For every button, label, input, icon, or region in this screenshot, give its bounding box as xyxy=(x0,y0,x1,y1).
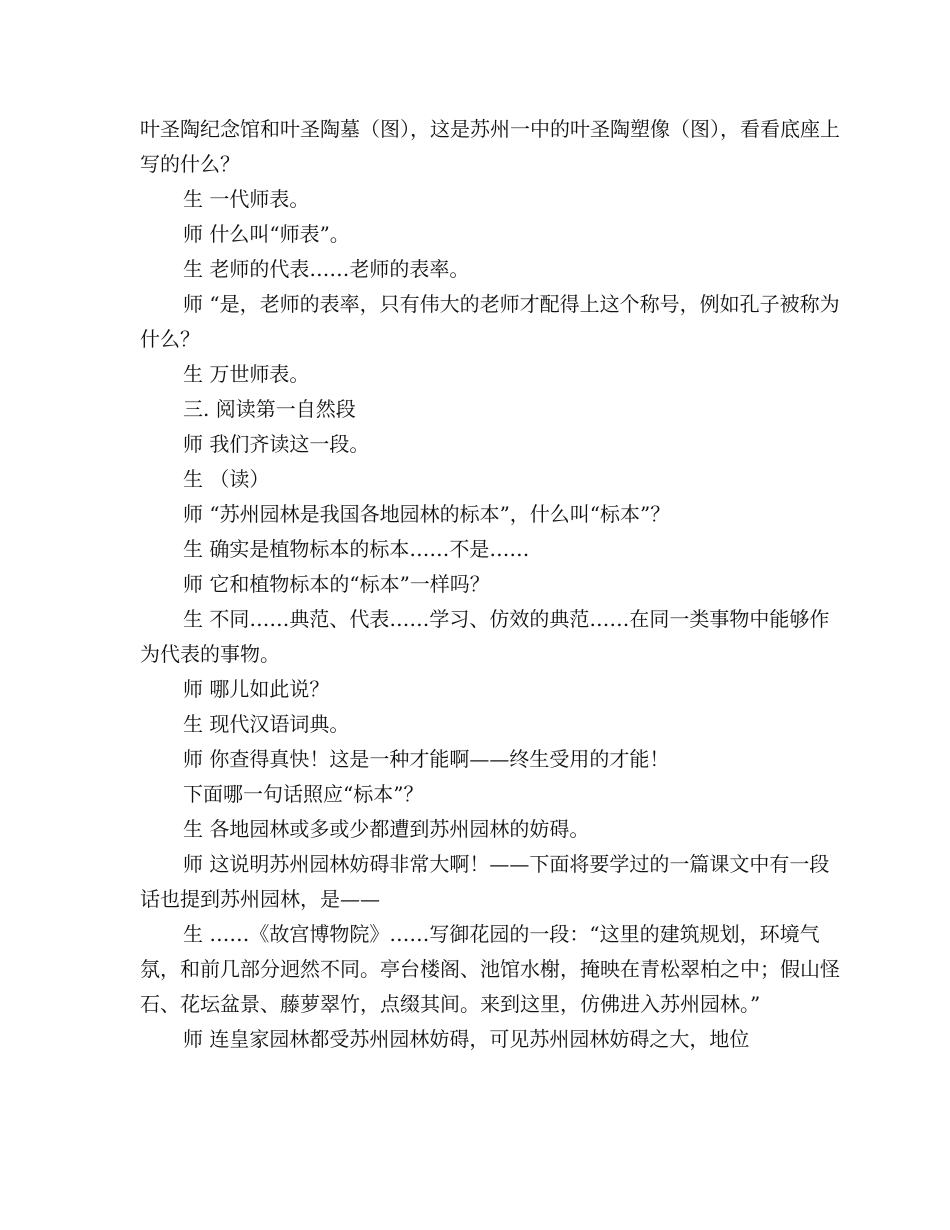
paragraph: 生 （读） xyxy=(183,467,270,491)
paragraph: 生 万世师表。 xyxy=(183,362,310,386)
paragraph: 师 它和植物标本的“标本”一样吗？ xyxy=(183,572,490,596)
paragraph: 生 老师的代表……老师的表率。 xyxy=(183,257,470,281)
paragraph: 生 ……《故宫博物院》……写御花园的一段：“这里的建筑规划，环境气氛，和前几部分迥然不同。亭台楼阁、池馆水榭，掩映在青松翠柏之中；假山怪石、花坛盆景、藤萝翠竹，点缀其间。来到这里，仿佛进入苏州园林。” xyxy=(140,922,840,1016)
paragraph: 师 这说明苏州园林妨碍非常大啊！——下面将要学过的一篇课文中有一段话也提到苏州园林，是—— xyxy=(140,852,830,911)
paragraph: 三. 阅读第一自然段 xyxy=(183,397,356,421)
paragraph: 生 不同……典范、代表……学习、仿效的典范……在同一类事物中能够作为代表的事物。 xyxy=(140,607,830,666)
paragraph: 师 什么叫“师表”。 xyxy=(183,222,350,246)
paragraph: 师 “苏州园林是我国各地园林的标本”，什么叫“标本”？ xyxy=(183,502,671,526)
paragraph: 师 哪儿如此说？ xyxy=(183,677,330,701)
paragraph: 生 各地园林或多或少都遭到苏州园林的妨碍。 xyxy=(183,817,590,841)
paragraph: 师 我们齐读这一段。 xyxy=(183,432,370,456)
paragraph: 下面哪一句话照应“标本”？ xyxy=(183,782,424,806)
paragraph: 师 你查得真快！这是一种才能啊——终生受用的才能！ xyxy=(183,747,670,771)
paragraph: 师 连皇家园林都受苏州园林妨碍，可见苏州园林妨碍之大，地位 xyxy=(183,1027,750,1051)
document-body xyxy=(140,112,840,1057)
paragraph: 生 确实是植物标本的标本……不是…… xyxy=(183,537,530,561)
paragraph: 叶圣陶纪念馆和叶圣陶墓（图），这是苏州一中的叶圣陶塑像（图），看看底座上写的什么？ xyxy=(140,117,840,176)
paragraph: 师 “是，老师的表率，只有伟大的老师才配得上这个称号，例如孔子被称为什么？ xyxy=(140,292,840,351)
paragraph: 生 现代汉语词典。 xyxy=(183,712,350,736)
paragraph: 生 一代师表。 xyxy=(183,187,310,211)
